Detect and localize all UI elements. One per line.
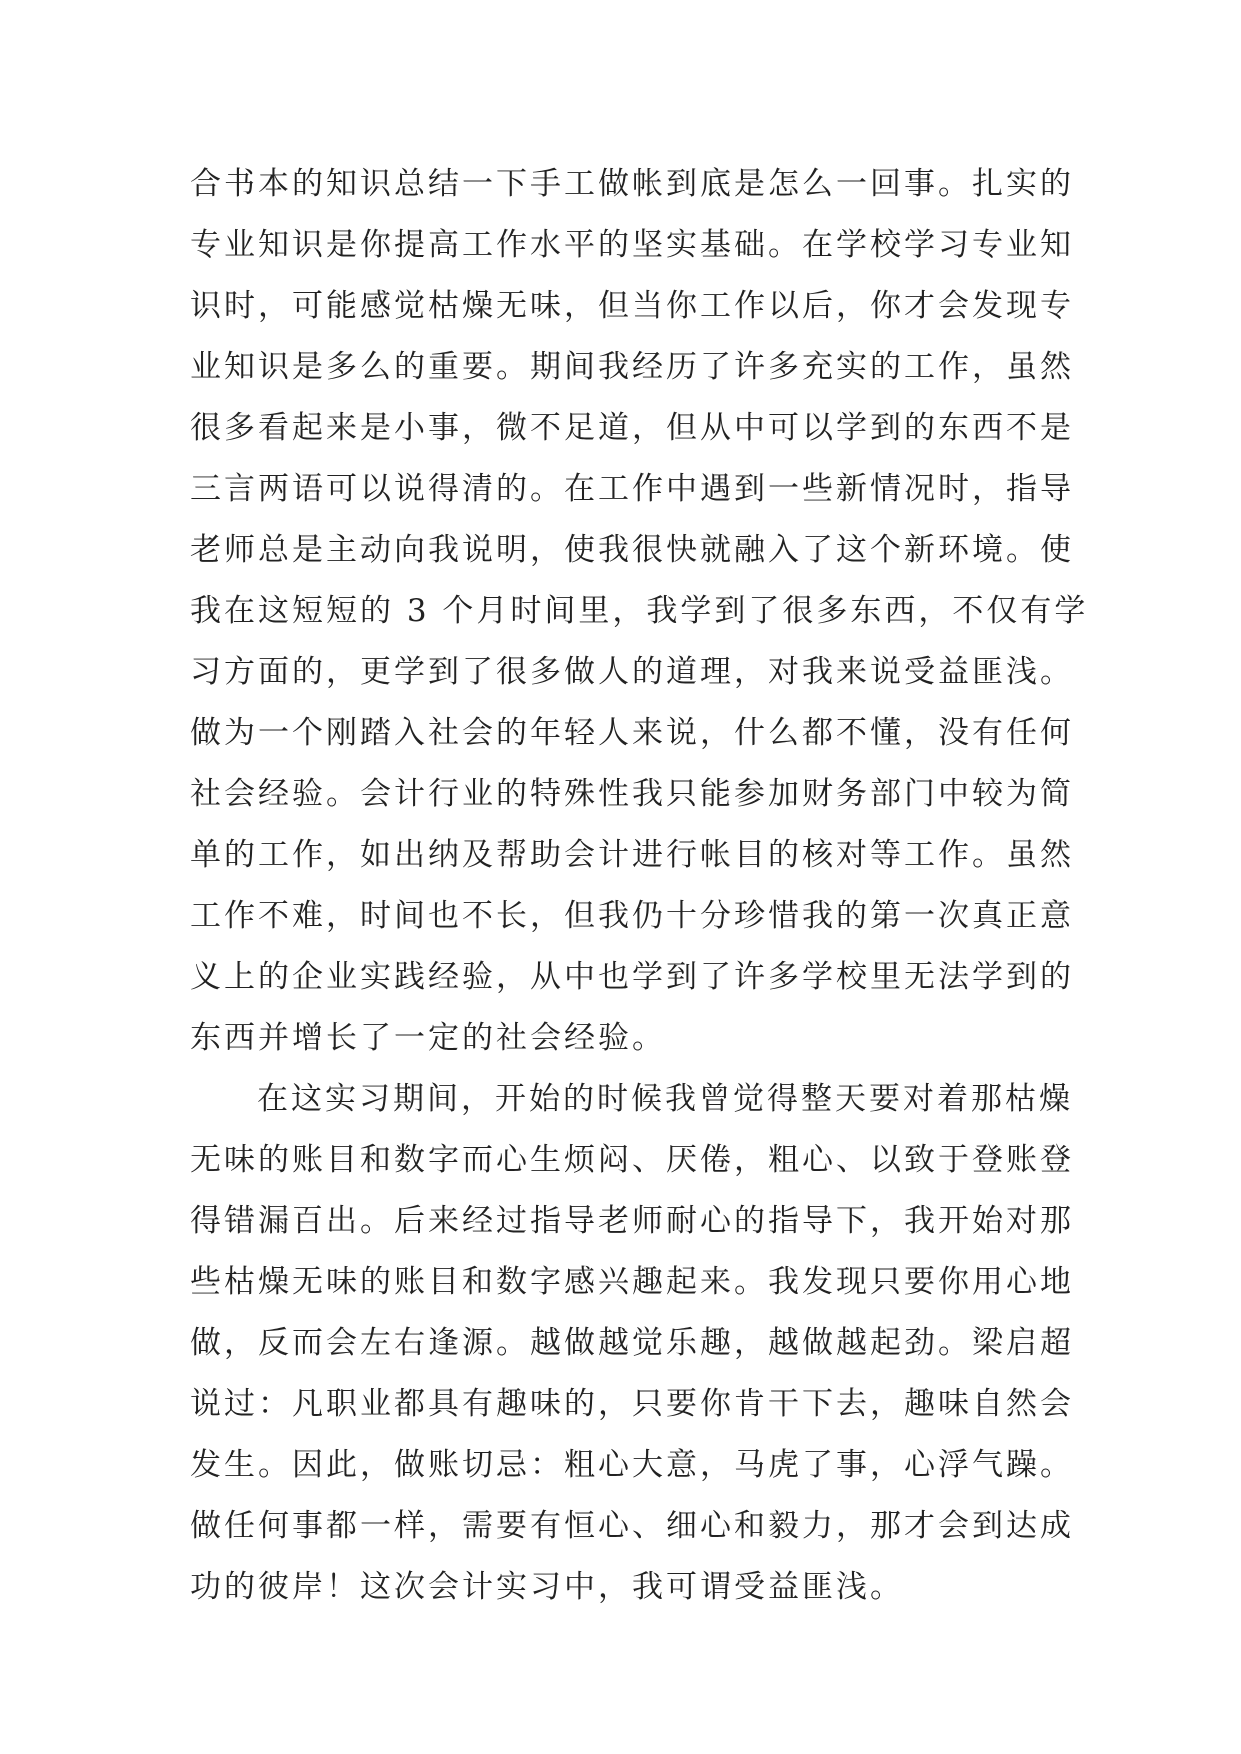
text-line: 我在这短短的 3 个月时间里，我学到了很多东西，不仅有学 [190,593,1089,629]
text-line: 做为一个刚踏入社会的年轻人来说，什么都不懂，没有任何 [190,715,1074,751]
text-line: 些枯燥无味的账目和数字感兴趣起来。我发现只要你用心地 [190,1264,1074,1300]
text-line: 业知识是多么的重要。期间我经历了许多充实的工作，虽然 [190,349,1074,385]
text-line: 合书本的知识总结一下手工做帐到底是怎么一回事。扎实的 [190,166,1074,202]
text-line: 专业知识是你提高工作水平的坚实基础。在学校学习专业知 [190,227,1074,263]
text-line: 做，反而会左右逢源。越做越觉乐趣，越做越起劲。梁启超 [190,1325,1074,1361]
text-line: 单的工作，如出纳及帮助会计进行帐目的核对等工作。虽然 [190,837,1074,873]
text-line: 发生。因此，做账切忌：粗心大意，马虎了事，心浮气躁。 [190,1447,1074,1483]
text-line: 习方面的，更学到了很多做人的道理，对我来说受益匪浅。 [190,654,1074,690]
text-line: 老师总是主动向我说明，使我很快就融入了这个新环境。使 [190,532,1074,568]
text-line: 三言两语可以说得清的。在工作中遇到一些新情况时，指导 [190,471,1074,507]
text-line: 功的彼岸！这次会计实习中，我可谓受益匪浅。 [190,1569,904,1605]
text-line: 义上的企业实践经验，从中也学到了许多学校里无法学到的 [190,959,1074,995]
document-body [190,154,1089,1618]
text-line: 工作不难，时间也不长，但我仍十分珍惜我的第一次真正意 [190,898,1074,934]
text-line: 做任何事都一样，需要有恒心、细心和毅力，那才会到达成 [190,1508,1074,1544]
text-line: 社会经验。会计行业的特殊性我只能参加财务部门中较为简 [190,776,1074,812]
text-line: 很多看起来是小事，微不足道，但从中可以学到的东西不是 [190,410,1074,446]
text-line: 得错漏百出。后来经过指导老师耐心的指导下，我开始对那 [190,1203,1074,1239]
paragraph-2 [190,1069,1074,1618]
text-line: 无味的账目和数字而心生烦闷、厌倦，粗心、以致于登账登 [190,1142,1074,1178]
paragraph-1 [190,154,1089,1069]
text-line: 在这实习期间，开始的时候我曾觉得整天要对着那枯燥 [257,1081,1073,1117]
text-line: 东西并增长了一定的社会经验。 [190,1020,666,1056]
text-line: 说过：凡职业都具有趣味的，只要你肯干下去，趣味自然会 [190,1386,1074,1422]
text-line: 识时，可能感觉枯燥无味，但当你工作以后，你才会发现专 [190,288,1074,324]
